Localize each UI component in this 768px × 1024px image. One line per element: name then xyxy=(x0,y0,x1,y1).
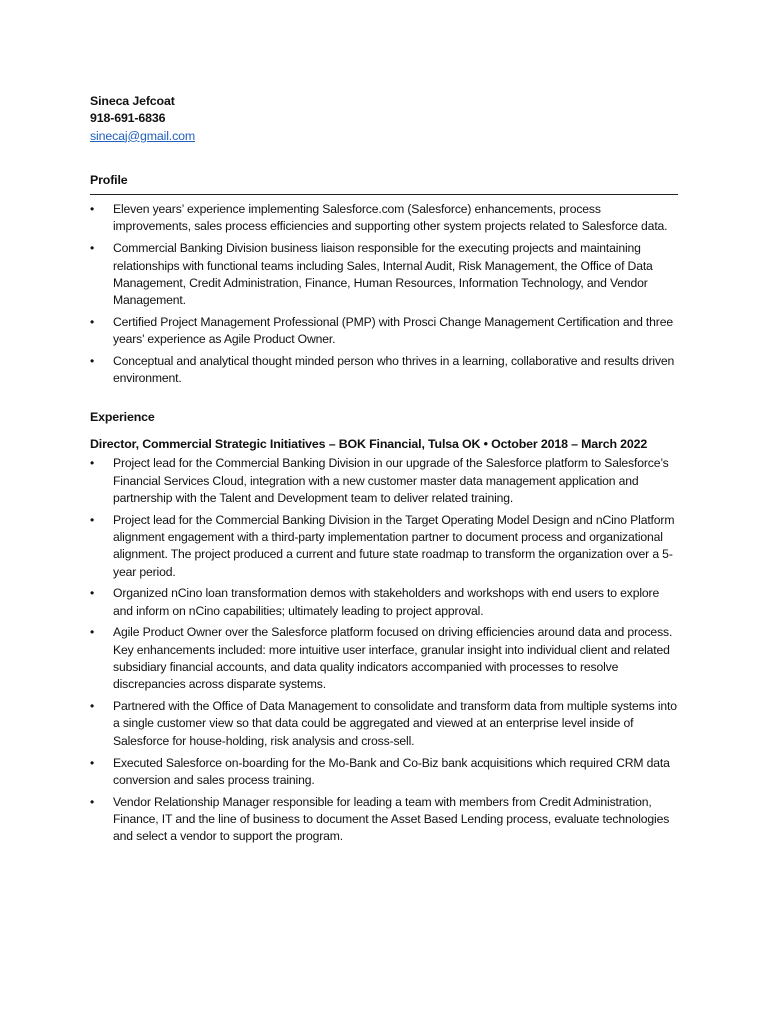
list-item xyxy=(90,201,678,236)
resume-page xyxy=(90,93,678,845)
contact-email-line xyxy=(90,128,678,145)
profile-bullet-text: Commercial Banking Division business liaison responsible for the executing projects and maintaining relationships with functional teams including Sales, Internal Audit, Risk Management, the Office of Data Management, Credit Administration, Finance, Human Resources, Information Technology, and Vendor Management. xyxy=(113,241,653,308)
list-item xyxy=(90,794,678,846)
experience-bullet-text: Partnered with the Office of Data Management to consolidate and transform data from multiple systems into a single customer view so that data could be aggregated and viewed at an enterprise level inside of Salesforce for house-holding, risk analysis and cross-sell. xyxy=(113,699,677,748)
experience-heading: Experience xyxy=(90,409,155,424)
list-item xyxy=(90,512,678,581)
list-item xyxy=(90,353,678,388)
profile-bullet-text: Eleven years’ experience implementing Salesforce.com (Salesforce) enhancements, process improvements, sales process efficiencies and supporting other system projects related to Salesforce data. xyxy=(113,202,668,234)
list-item xyxy=(90,755,678,790)
bullet-icon: • xyxy=(90,625,95,640)
experience-bullet-text: Organized nCino loan transformation demos with stakeholders and workshops with end users to explore and inform on nCino capabilities; ultimately leading to project approval. xyxy=(113,586,660,618)
list-item xyxy=(90,455,678,507)
bullet-icon: • xyxy=(90,314,95,329)
contact-email-link[interactable]: sinecaj@gmail.com xyxy=(90,128,196,143)
experience-list xyxy=(90,455,678,845)
bullet-icon: • xyxy=(90,241,95,256)
profile-bullet-text: Certified Project Management Professional (PMP) with Prosci Change Management Certification and three years’ experience as Agile Product Owner. xyxy=(113,314,673,347)
experience-bullet-text: Project lead for the Commercial Banking Division in our upgrade of the Salesforce platform to Salesforce’s Financial Services Cloud, integration with a new customer master data management application and partnership with the Talent and Development team to deliver related training. xyxy=(113,456,669,505)
list-item xyxy=(90,314,678,349)
profile-list xyxy=(90,201,678,387)
experience-bullet-text: Executed Salesforce on-boarding for the Mo-Bank and Co-Biz bank acquisitions which required CRM data conversion and sales process training. xyxy=(113,755,670,787)
list-item xyxy=(90,240,678,309)
experience-bullet-text: Agile Product Owner over the Salesforce platform focused on driving efficiencies around data and process. Key enhancements included: more intuitive user interface, granular insight into individual client and related subsidiary financial accounts, and data quality indicators accompanied with processes to resolve discrepancies across disparate systems. xyxy=(113,625,673,692)
list-item xyxy=(90,585,678,620)
contact-block xyxy=(90,93,678,145)
bullet-icon: • xyxy=(90,586,95,601)
contact-name: Sineca Jefcoat xyxy=(90,94,175,108)
profile-bullet-text: Conceptual and analytical thought minded person who thrives in a learning, collaborative and results driven environment. xyxy=(113,354,675,386)
bullet-icon: • xyxy=(90,354,95,369)
bullet-icon: • xyxy=(90,202,95,217)
list-item xyxy=(90,624,678,693)
bullet-icon: • xyxy=(90,456,95,471)
list-item xyxy=(90,698,678,750)
job-title: Director, Commercial Strategic Initiatives – BOK Financial, Tulsa OK • October 2018 – March 2022 xyxy=(90,436,648,451)
contact-phone: 918-691-6836 xyxy=(90,111,166,126)
profile-heading: Profile xyxy=(90,172,678,195)
bullet-icon: • xyxy=(90,755,95,770)
experience-bullet-text: Project lead for the Commercial Banking Division in the Target Operating Model Design and nCino Platform alignment engagement with a third-party implementation partner to document process and organizational alignment. The project produced a current and future state roadmap to transform the organization over a 5-year period. xyxy=(113,512,675,579)
experience-bullet-text: Vendor Relationship Manager responsible for leading a team with members from Credit Administration, Finance, IT and the line of business to document the Asset Based Lending process, evaluate technologies and select a vendor to support the program. xyxy=(113,794,670,844)
bullet-icon: • xyxy=(90,699,95,714)
bullet-icon: • xyxy=(90,512,95,527)
bullet-icon: • xyxy=(90,794,95,809)
